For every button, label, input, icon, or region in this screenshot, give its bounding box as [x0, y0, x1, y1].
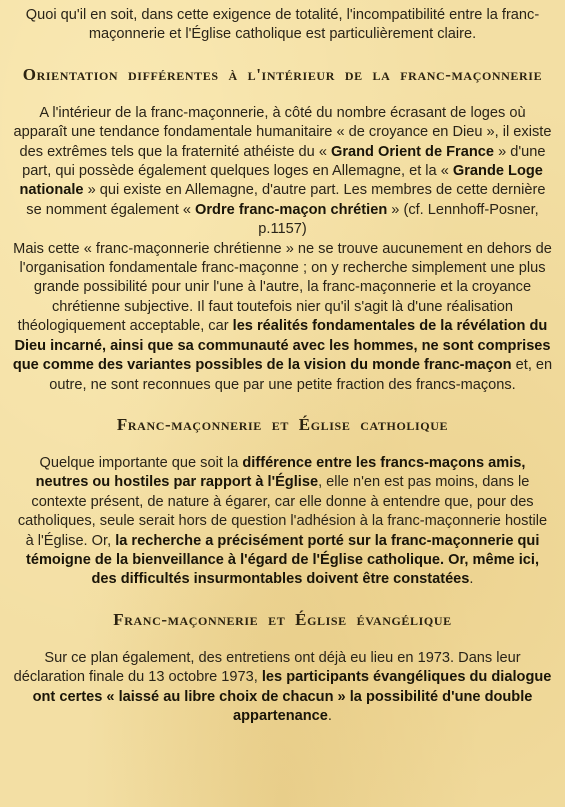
text-run: . — [469, 571, 474, 588]
text-run: , elle n'en est pas moins, dans le contexte présent, de nature à égarer, car elle donne à entendre que, pour des catholiques, seule serait hors de question l'adhésion à la franc-maçonnerie hostile à l'Église. Or, — [17, 474, 548, 549]
section-heading-evangelique: Franc-maçonnerie et Église évangélique — [113, 609, 452, 629]
text-run: » qui existe en Allemagne, d'autre part. Les membres de cette dernière se nomment également « — [26, 182, 546, 218]
text-run: » (cf. Lennhoff-Posner, p.1157) — [258, 201, 539, 238]
bold-recherche: la recherche a précisément porté sur la franc-maçonnerie qui témoigne de la bienveillance à l'égard de l'Église catholique. Or, même ici, des difficultés insurmontables doivent être constatées — [25, 532, 540, 588]
text-run: Mais cette « franc-maçonnerie chrétienne » ne se trouve aucunement en dehors de l'organisation fondamentale franc-maçonne ; on y recherche simplement une plus grande possibilité pour unir l'une à l'autre, la franc-maçonnerie et la croyance chrétienne subjective. Il faut toutefois nier qu'il s'agit là d'une réalisation théologiquement acceptable, car — [13, 240, 552, 335]
bold-ordre-chretien: Ordre franc-maçon chrétien — [195, 201, 388, 218]
bold-participants: les participants évangéliques du dialogue ont certes « laissé au libre choix de chacun » la possibilité d'une double appartenance — [32, 669, 552, 724]
text-run: Sur ce plan également, des entretiens ont déjà eu lieu en 1973. Dans leur déclaration finale du 13 octobre 1973, — [13, 649, 521, 686]
section3-paragraph — [12, 649, 553, 727]
text-run: » d'une part, qui possède également quelques loges en Allemagne, et la « — [22, 143, 546, 180]
section-heading-catholique: Franc-maçonnerie et Église catholique — [116, 414, 449, 434]
section-heading-orientations: Orientation différentes à l'intérieur de la franc-maçonnerie — [22, 64, 543, 84]
bold-realites-fondamentales: les réalités fondamentales de la révélation du Dieu incarné, ainsi que sa communauté avec les hommes, ne sont comprises que comme des variantes possibles de la vision du monde franc-maçon — [12, 318, 551, 374]
bold-grande-loge: Grande Loge nationale — [19, 163, 543, 199]
intro-paragraph: Quoi qu'il en soit, dans cette exigence de totalité, l'incompatibilité entre la franc-maçonnerie et l'Église catholique est particulièrement claire. — [25, 7, 540, 43]
section1-paragraph-2 — [12, 240, 553, 395]
text-run: Quelque importante que soit la — [39, 454, 243, 471]
text-run: et, en outre, ne sont reconnues que par une petite fraction des francs-maçons. — [49, 357, 553, 393]
bold-difference: différence entre les francs-maçons amis, neutres ou hostiles par rapport à l'Église — [35, 454, 526, 491]
text-run: A l'intérieur de la franc-maçonnerie, à côté du nombre écrasant de loges où apparaît une tendance fondamentale humanitaire « de croyance en Dieu », il existe des extrêmes tels que la fraternité athéiste du « — [13, 104, 552, 160]
section1-paragraph-1 — [12, 104, 553, 240]
section2-paragraph — [12, 454, 553, 590]
text-run: . — [327, 707, 332, 724]
bold-grand-orient: Grand Orient de France — [331, 143, 495, 160]
